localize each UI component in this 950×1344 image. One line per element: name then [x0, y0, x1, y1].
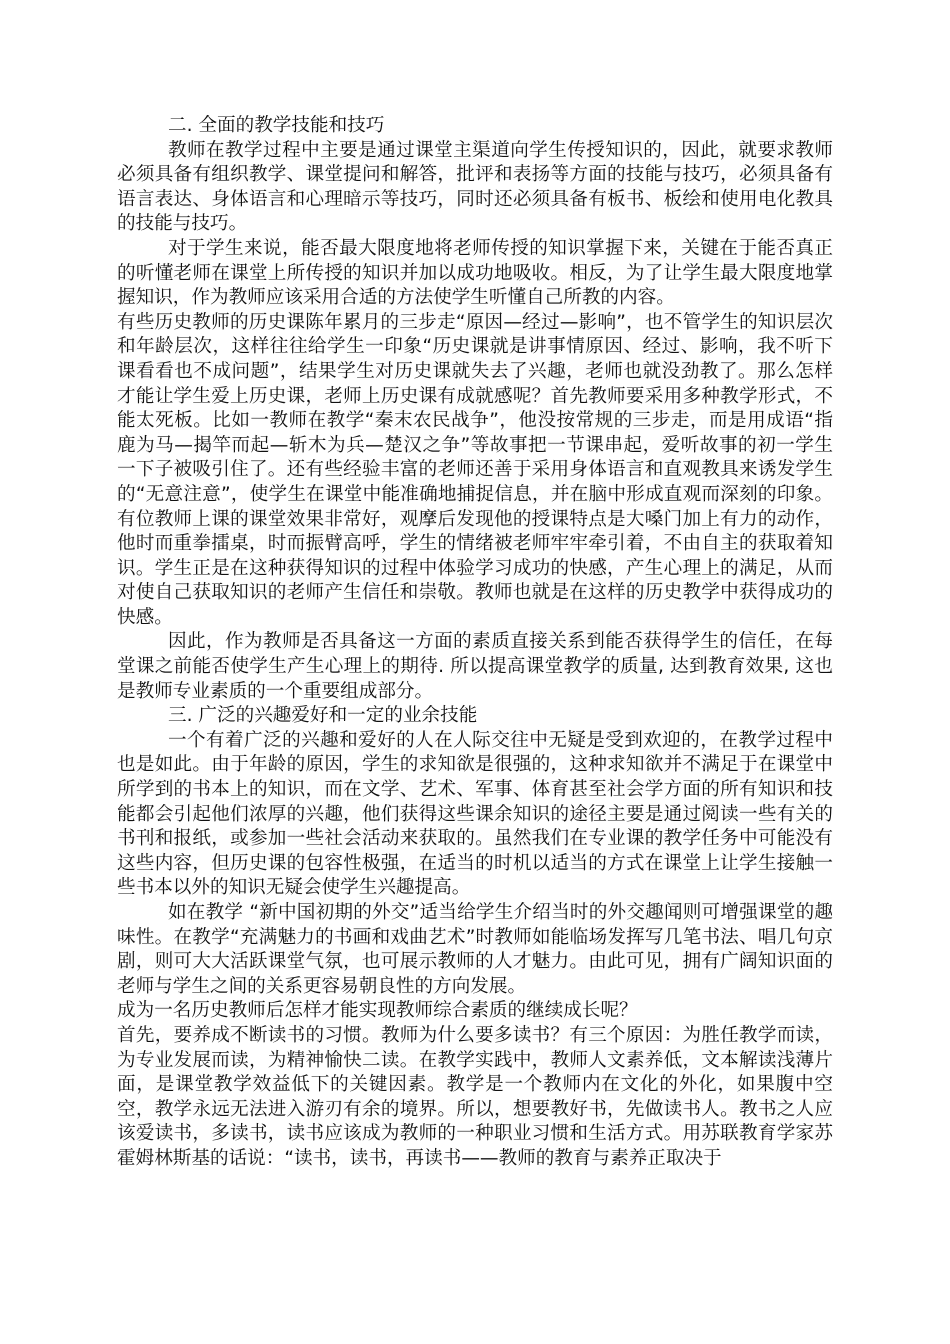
paragraph-5: 一个有着广泛的兴趣和爱好的人在人际交往中无疑是受到欢迎的，在教学过程中也是如此。由于年龄的原因，学生的求知欲是很强的，这种求知欲并不满足于在课堂中所学到的书本上的知识，而在文学、艺术、军事、体育甚至社会学方面的所有知识和技能都会引起他们浓厚的兴趣，他们获得这些课余知识的途径主要是通过阅读一些有关的书刊和报纸，或参加一些社会活动来获取的。虽然我们在专业课的教学任务中可能没有这些内容，但历史课的包容性极强，在适当的时机以适当的方式在课堂上让学生接触一些书本以外的知识无疑会使学生兴趣提高。: [117, 729, 833, 899]
paragraph-2: 对于学生来说，能否最大限度地将老师传授的知识掌握下来，关键在于能否真正的听懂老师在课堂上所传授的知识并加以成功地吸收。相反，为了让学生最大限度地掌握知识，作为教师应该采用合适的方法使学生听懂自己所教的内容。: [117, 237, 833, 309]
document-page: [117, 114, 833, 1172]
paragraph-8: 首先，要养成不断读书的习惯。教师为什么要多读书？有三个原因：为胜任教学而读，为专业发展而读，为精神愉快二读。在教学实践中，教师人文素养低，文本解读浅薄片面，是课堂教学效益低下的关键因素。教学是一个教师内在文化的外化，如果腹中空空，教学永远无法进入游刃有余的境界。所以，想要教好书，先做读书人。教书之人应该爱读书，多读书，读书应该成为教师的一种职业习惯和生活方式。用苏联教育学家苏霍姆林斯基的话说：“读书，读书，再读书——教师的教育与素养正取决于: [117, 1024, 833, 1169]
paragraph-6: 如在教学 “新中国初期的外交”适当给学生介绍当时的外交趣闻则可增强课堂的趣味性。在教学“充满魅力的书画和戏曲艺术”时教师如能临场发挥写几笔书法、唱几句京剧，则可大大活跃课堂气氛，也可展示教师的人才魅力。由此可见，拥有广阔知识面的老师与学生之间的关系更容易朝良性的方向发展。: [117, 902, 833, 997]
section-heading-2: 二. 全面的教学技能和技巧: [168, 115, 385, 136]
paragraph-4: 因此，作为教师是否具备这一方面的素质直接关系到能否获得学生的信任，在每堂课之前能否使学生产生心理上的期待. 所以提高课堂教学的质量, 达到教育效果, 这也是教师专业素质的一个重要组成部分。: [117, 631, 833, 702]
section-heading-3: 三. 广泛的兴趣爱好和一定的业余技能: [168, 705, 478, 727]
paragraph-3: 有些历史教师的历史课陈年累月的三步走“原因—经过—影响”，也不管学生的知识层次和年龄层次，这样往往给学生一印象“历史课就是讲事情原因、经过、影响，我不听下课看看也不成问题”，结果学生对历史课就失去了兴趣，老师也就没劲教了。那么怎样才能让学生爱上历史课，老师上历史课有成就感呢？首先教师要采用多种教学形式，不能太死板。比如一教师在教学“秦末农民战争”，他没按常规的三步走，而是用成语“指鹿为马—揭竿而起—斩木为兵—楚汉之争”等故事把一节课串起，爱听故事的初一学生一下子被吸引住了。还有些经验丰富的老师还善于采用身体语言和直观教具来诱发学生的“无意注意”，使学生在课堂中能准确地捕捉信息，并在脑中形成直观而深刻的印象。有位教师上课的课堂效果非常好，观摩后发现他的授课特点是大嗓门加上有力的动作，他时而重拳擂桌，时而振臂高呼，学生的情绪被老师牢牢牵引着，不由自主的获取着知识。学生正是在这种获得知识的过程中体验学习成功的快感，产生心理上的满足，从而对使自己获取知识的老师产生信任和崇敬。教师也就是在这样的历史教学中获得成功的快感。: [117, 311, 833, 628]
paragraph-1: 教师在教学过程中主要是通过课堂主渠道向学生传授知识的，因此，就要求教师必须具备有组织教学、课堂提问和解答，批评和表扬等方面的技能与技巧，必须具备有语言表达、身体语言和心理暗示等技巧，同时还必须具备有板书、板绘和使用电化教具的技能与技巧。: [117, 139, 833, 235]
paragraph-7: 成为一名历史教师后怎样才能实现教师综合素质的继续成长呢？: [117, 1000, 638, 1022]
